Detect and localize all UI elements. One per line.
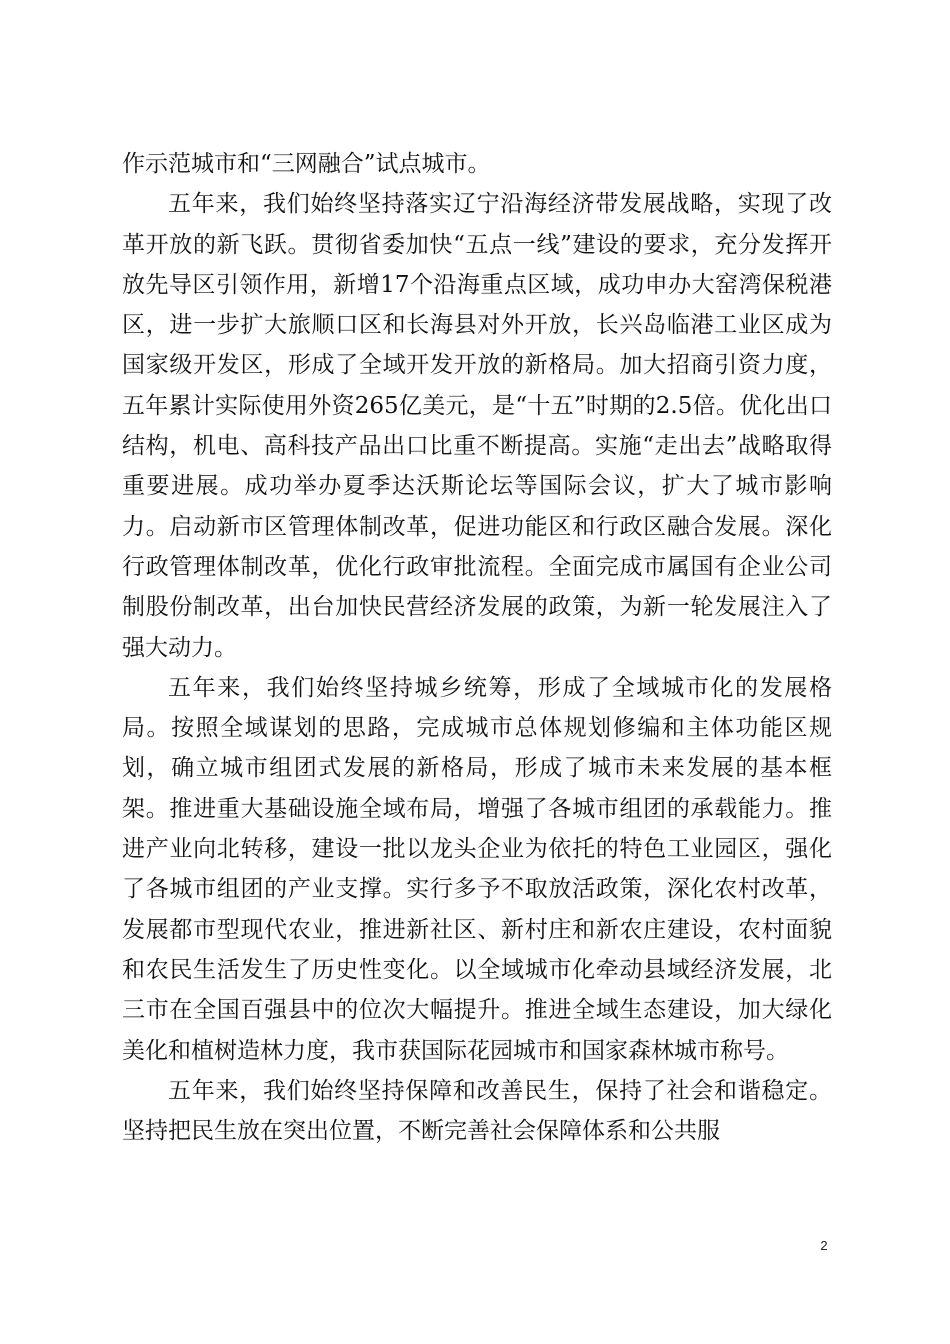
- paragraph-continued: 作示范城市和“三网融合”试点城市。: [122, 151, 491, 177]
- document-body: [122, 144, 832, 1151]
- page-number: 2: [820, 1238, 828, 1253]
- paragraph-livelihood: 五年来，我们始终坚持保障和改善民生，保持了社会和谐稳定。坚持把民生放在突出位置，不断完善社会保障体系和公共服: [122, 1077, 832, 1145]
- paragraph-urbanization: 五年来，我们始终坚持城乡统筹，形成了全域城市化的发展格局。按照全域谋划的思路，完成城市总体规划修编和主体功能区规划，确立城市组团式发展的新格局，形成了城市未来发展的基本框架。推进重大基础设施全域布局，增强了各城市组团的承载能力。推进产业向北转移，建设一批以龙头企业为依托的特色工业园区，强化了各城市组团的产业支撑。实行多予不取放活政策，深化农村改革，发展都市型现代农业，推进新社区、新村庄和新农庄建设，农村面貌和农民生活发生了历史性变化。以全域城市化牵动县域经济发展，北三市在全国百强县中的位次大幅提升。推进全域生态建设，加大绿化美化和植树造林力度，我市获国际花园城市和国家森林城市称号。: [122, 674, 832, 1064]
- paragraph-opening-up: 五年来，我们始终坚持落实辽宁沿海经济带发展战略，实现了改革开放的新飞跃。贯彻省委加快“五点一线”建设的要求，充分发挥开放先导区引领作用，新增17个沿海重点区域，成功申办大窑湾保税港区，进一步扩大旅顺口区和长海县对外开放，长兴岛临港工业区成为国家级开发区，形成了全域开发开放的新格局。加大招商引资力度，五年累计实际使用外资265亿美元，是“十五”时期的2.5倍。优化出口结构，机电、高科技产品出口比重不断提高。实施“走出去”战略取得重要进展。成功举办夏季达沃斯论坛等国际会议，扩大了城市影响力。启动新市区管理体制改革，促进功能区和行政区融合发展。深化行政管理体制改革，优化行政审批流程。全面完成市属国有企业公司制股份制改革，出台加快民营经济发展的政策，为新一轮发展注入了强大动力。: [122, 191, 832, 661]
